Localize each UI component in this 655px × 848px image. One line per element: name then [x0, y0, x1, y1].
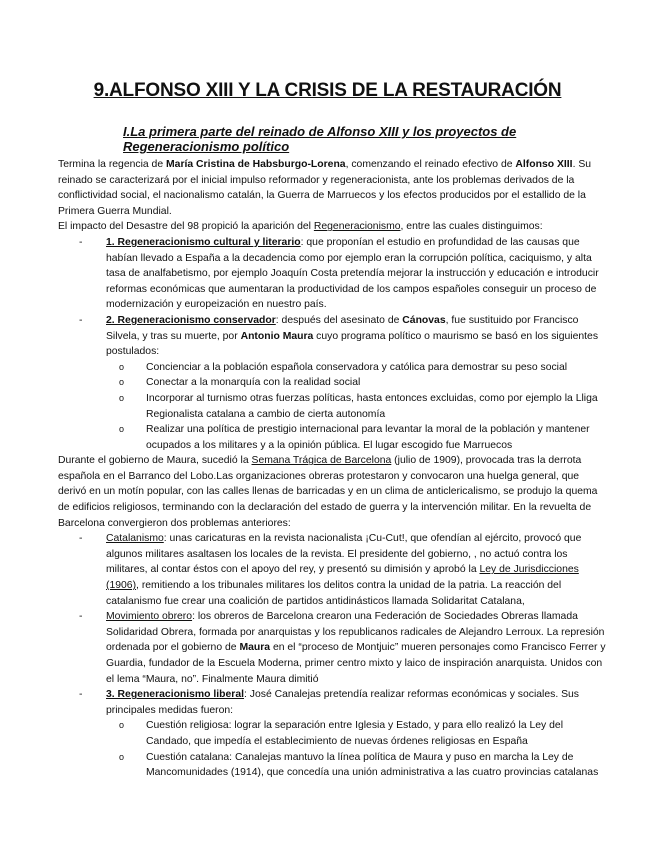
list-item-liberal: - 3. Regeneracionismo liberal: José Canalejas pretendía realizar reformas económicas y sociales. Sus principales medidas fueron: — [79, 689, 579, 716]
sub-item: o Cuestión catalana: Canalejas mantuvo la línea política de Maura y puso en marcha la Ley de Mancomunidades (1914), que concedía una unión administrativa a las cuatro provincias catalanas — [119, 751, 599, 779]
list-item-catalanismo: - Catalanismo: unas caricaturas en la revista nacionalista ¡Cu-Cut!, que ofendían al ejército, provocó que algunos militares asaltasen los locales de la revista. El presidente del gobierno, , no actuó contra los militares, al contar éstos con el apoyo del rey, y presentó su dimisión y aprobó la Ley de Jurisdicciones (1906), remitiendo a los tribunales militares los delitos contra la unidad de la patria. La reacción del catalanismo fue crear una coalición de partidos antidinásticos llamada Solidaritat Catalana, — [79, 533, 582, 607]
page-title: 9.ALFONSO XIII Y LA CRISIS DE LA RESTAURACIÓN — [93, 80, 562, 101]
list-item-movimiento-obrero: - Movimiento obrero: los obreros de Barcelona crearon una Federación de Sociedades Obreras llamada Solidaridad Obrera, formada por anarquistas y los republicanos radicales de Alejandro Lerroux. La represión ordenada por el gobierno de Maura en el “proceso de Montjuic” mueren personajes como Francisco Ferrer y Guardia, fundador de la Escuela Moderna, primer centro mixto y laico de inspiración anarquista. Unidos con el lema “Maura, no”. Finalmente Maura dimitió — [79, 611, 606, 685]
intro-paragraph: Termina la regencia de María Cristina de Habsburgo-Lorena, comenzando el reinado efectivo de Alfonso XIII. Su reinado se caracterizará por el inicial impulso reformador y regeneracionista, ante los problemas derivados de la conflictividad social, el nacionalismo catalán, la Guerra de Marruecos y los efectos producidos por el estallido de la Primera Guerra Mundial. — [58, 159, 592, 217]
semana-tragica-paragraph: Durante el gobierno de Maura, sucedió la Semana Trágica de Barcelona (julio de 1909), provocada tras la derrota española en el Barranco del Lobo.Las organizaciones obreras protestaron y convocaron una huelga general, que derivó en un motín popular, con las calles llenas de barricadas y en un clima de anticlericalismo, se produjo la quema de edificios religiosos, terminando con la declaración del estado de guerra y la intervención militar. En la revuelta de Barcelona convergieron dos problemas anteriores: — [58, 455, 598, 529]
sub-item: o Cuestión religiosa: lograr la separación entre Iglesia y Estado, y para ello realizó la Ley del Candado, que impedía el establecimiento de nuevas órdenes religiosas en España — [119, 720, 564, 747]
sub-item: o Concienciar a la población española conservadora y católica para demostrar su peso social — [119, 361, 568, 373]
sub-item: o Incorporar al turnismo otras fuerzas políticas, hasta entonces excluidas, como por ejemplo la Lliga Regionalista catalana a cambio de cierta autonomía — [119, 392, 598, 420]
regeneracionismo-paragraph: El impacto del Desastre del 98 propició la aparición del Regeneracionismo, entre las cuales distinguimos: — [58, 221, 543, 233]
document-body — [58, 157, 606, 781]
list-item-cultural: - 1. Regeneracionismo cultural y literario: que proponían el estudio en profundidad de las causas que habían llevado a España a la decadencia como por ejemplo eran la corrupción política, caciquismo, y alta tasa de analfabetismo, por ejemplo Joaquín Costa pretendía mejorar la instrucción y educación e introducir reformas económicas que aumentaran la productividad de los campos españoles conseguir un proceso de modernización y europeización en nuestro país. — [79, 236, 599, 311]
list-item-conservador: - 2. Regeneracionismo conservador: después del asesinato de Cánovas, fue sustituido por Francisco Silvela, y tras su muerte, por Antonio Maura cuyo programa político o maurismo se basó en los siguientes postulados: — [79, 314, 599, 358]
sub-item: o Realizar una política de prestigio internacional para levantar la moral de la población y mantener ocupados a los militares y a la opinión pública. El lugar escogido fue Marruecos — [119, 424, 590, 451]
section-heading: I.La primera parte del reinado de Alfonso XIII y los proyectos de Regeneracionismo político — [123, 124, 517, 154]
sub-item: o Conectar a la monarquía con la realidad social — [119, 377, 361, 389]
